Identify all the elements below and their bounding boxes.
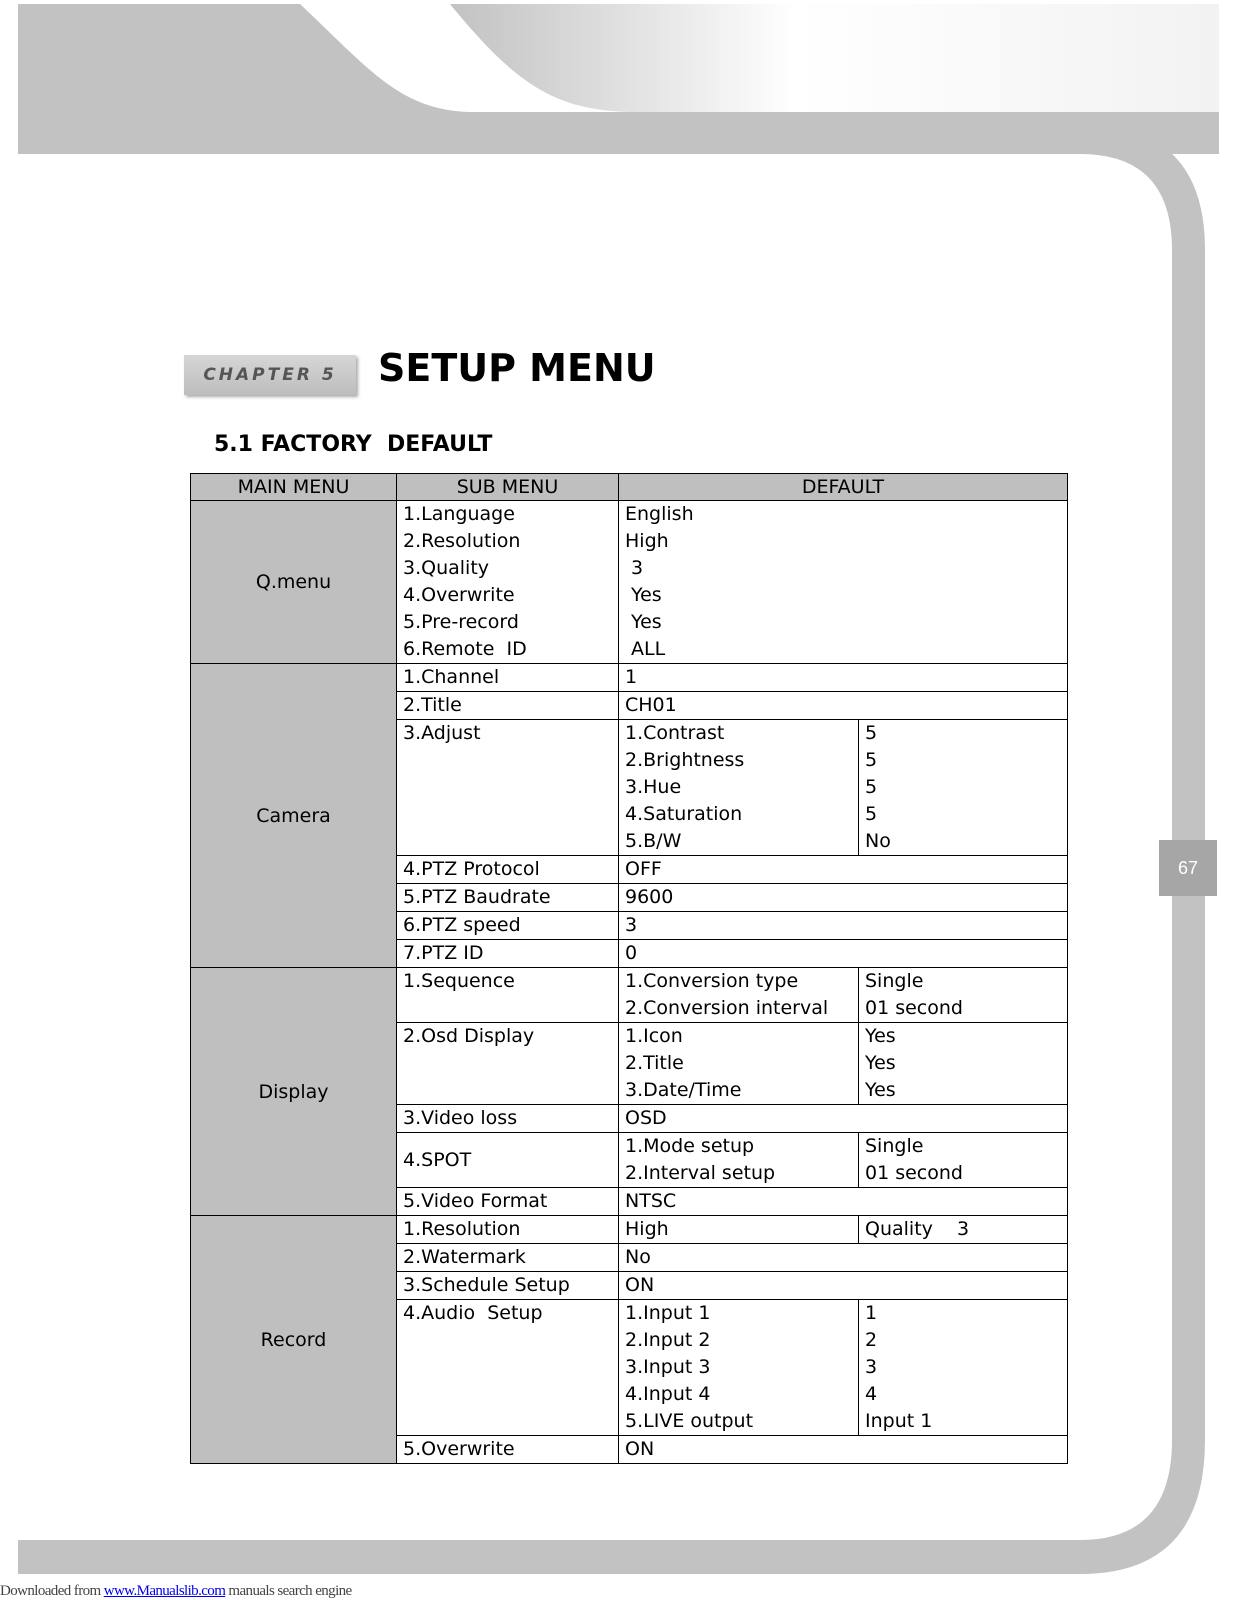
sub-item: 3.Schedule Setup [403,1274,570,1296]
table-header-row [191,474,1068,501]
default-value: English [625,503,694,525]
footer-prefix: Downloaded from [0,1583,104,1599]
default-value: No [625,1246,651,1268]
sub-menu-cell [397,912,619,940]
sub-menu-cell [397,884,619,912]
default-cell [619,884,1068,912]
sub-menu-cell [397,720,619,856]
default-item: 3.Date/Time [625,1079,742,1101]
default-cell [619,1244,1068,1272]
table-row [191,968,1068,1023]
table-row [191,1216,1068,1244]
default-value: 1 [625,666,638,688]
sub-item: 4.PTZ Protocol [403,858,540,880]
default-item-cell [619,720,859,856]
default-item: 2.Input 2 [625,1329,711,1351]
default-cell [619,1436,1068,1464]
default-value: Yes [865,1025,896,1047]
footer-note [0,1583,352,1600]
sub-item: 3.Video loss [403,1107,518,1129]
default-value: 1 [865,1302,878,1324]
main-menu-display: Display [191,968,397,1216]
default-item: 1.Contrast [625,722,725,744]
sub-menu-cell [397,1244,619,1272]
default-value: 01 second [865,1162,963,1184]
chapter-title: SETUP MENU [378,346,656,390]
manualslib-link[interactable]: www.Manualslib.com [103,1583,226,1599]
default-item: 3.Hue [625,776,682,798]
default-item: 5.B/W [625,830,682,852]
chapter-badge: CHAPTER 5 [184,355,356,395]
default-value: 0 [625,942,638,964]
default-cell [619,912,1068,940]
default-item: 1.Conversion type [625,970,799,992]
sub-item: 2.Resolution [403,530,521,552]
header-sub-menu: SUB MENU [397,474,619,501]
default-value-cell [859,968,1068,1023]
sub-item: 5.Video Format [403,1190,548,1212]
default-cell [619,664,1068,692]
sub-item: 2.Title [403,694,462,716]
default-value: Yes [865,1079,896,1101]
default-cell [619,940,1068,968]
default-item: 4.Saturation [625,803,743,825]
sub-item: 7.PTZ ID [403,942,484,964]
default-item: 4.Input 4 [625,1383,711,1405]
default-item-cell [619,1300,859,1436]
sub-item: 5.Pre-record [403,611,519,633]
default-value: Input 1 [865,1410,933,1432]
sub-item: 2.Watermark [403,1246,526,1268]
default-value: 3 [865,1356,878,1378]
section-title: 5.1 FACTORY DEFAULT [214,432,493,457]
default-cell [619,692,1068,720]
sub-item: 1.Language [403,503,515,525]
sub-item: 1.Sequence [403,970,515,992]
sub-menu-cell [397,1188,619,1216]
default-cell [619,1272,1068,1300]
default-value-cell [859,1023,1068,1105]
default-value: 5 [865,722,878,744]
sub-menu-cell [397,1105,619,1133]
sub-menu-cell [397,856,619,884]
factory-default-table [190,473,1068,1464]
default-value: NTSC [625,1190,677,1212]
default-item: 2.Interval setup [625,1162,776,1184]
sub-menu-cell [397,1436,619,1464]
default-value: 01 second [865,997,963,1019]
sub-menu-cell [397,1216,619,1244]
sub-menu-cell [397,1023,619,1105]
default-value-cell [859,1133,1068,1188]
sub-item: 4.Audio Setup [403,1302,543,1324]
default-value: Single [865,970,924,992]
sub-item: 1.Channel [403,666,500,688]
sub-item: 2.Osd Display [403,1025,535,1047]
default-value: ON [625,1274,655,1296]
default-value: 5 [865,803,878,825]
default-value: 9600 [625,886,674,908]
default-item: 1.Mode setup [625,1135,755,1157]
sub-menu-cell [397,968,619,1023]
default-value: 5 [865,749,878,771]
default-item-cell [619,968,859,1023]
table-row [191,501,1068,664]
page-number: 67 [1159,840,1217,896]
main-menu-record: Record [191,1216,397,1464]
default-value: OSD [625,1107,667,1129]
default-value: High [625,530,669,552]
sub-menu-cell [397,501,619,664]
sub-menu-cell [397,1133,619,1188]
main-menu-camera: Camera [191,664,397,968]
default-value: Single [865,1135,924,1157]
default-value-cell [859,1300,1068,1436]
footer-suffix: manuals search engine [225,1583,352,1599]
default-item: 2.Title [625,1052,684,1074]
default-value: 4 [865,1383,878,1405]
sub-menu-cell [397,940,619,968]
default-value-cell [859,720,1068,856]
sub-item: 5.PTZ Baudrate [403,886,551,908]
default-value: ALL [625,638,666,660]
sub-item: 6.Remote ID [403,638,527,660]
sub-item: 1.Resolution [403,1218,521,1240]
default-item-cell [619,1133,859,1188]
default-value: CH01 [625,694,677,716]
default-item: 1.Icon [625,1025,683,1047]
default-value: Quality 3 [865,1218,970,1240]
default-value: ON [625,1438,655,1460]
sub-item: 5.Overwrite [403,1438,515,1460]
default-cell [619,1105,1068,1133]
default-value: Yes [625,584,662,606]
default-item: 5.LIVE output [625,1410,754,1432]
sub-menu-cell [397,1272,619,1300]
header-default: DEFAULT [619,474,1068,501]
table-row [191,664,1068,692]
default-value: 2 [865,1329,878,1351]
sub-item: 4.SPOT [403,1148,472,1171]
default-item: 2.Brightness [625,749,745,771]
sub-item: 4.Overwrite [403,584,515,606]
default-value: High [625,1218,669,1240]
sub-menu-cell [397,1300,619,1436]
default-value: Yes [865,1052,896,1074]
default-value: 3 [625,914,638,936]
header-main-menu: MAIN MENU [191,474,397,501]
sub-menu-cell [397,664,619,692]
default-value: OFF [625,858,662,880]
main-menu-qmenu: Q.menu [191,501,397,664]
default-item-cell [619,1216,859,1244]
default-value-cell [859,1216,1068,1244]
sub-menu-cell [397,692,619,720]
sub-item: 3.Quality [403,557,490,579]
default-item: 1.Input 1 [625,1302,711,1324]
default-cell [619,856,1068,884]
default-value: No [865,830,891,852]
default-value: Yes [625,611,662,633]
default-item: 3.Input 3 [625,1356,711,1378]
default-value: 5 [865,776,878,798]
default-value: 3 [625,557,644,579]
sub-item: 3.Adjust [403,722,481,744]
default-item: 2.Conversion interval [625,997,829,1019]
default-item-cell [619,1023,859,1105]
sub-item: 6.PTZ speed [403,914,521,936]
default-cell [619,1188,1068,1216]
default-cell [619,501,1068,664]
